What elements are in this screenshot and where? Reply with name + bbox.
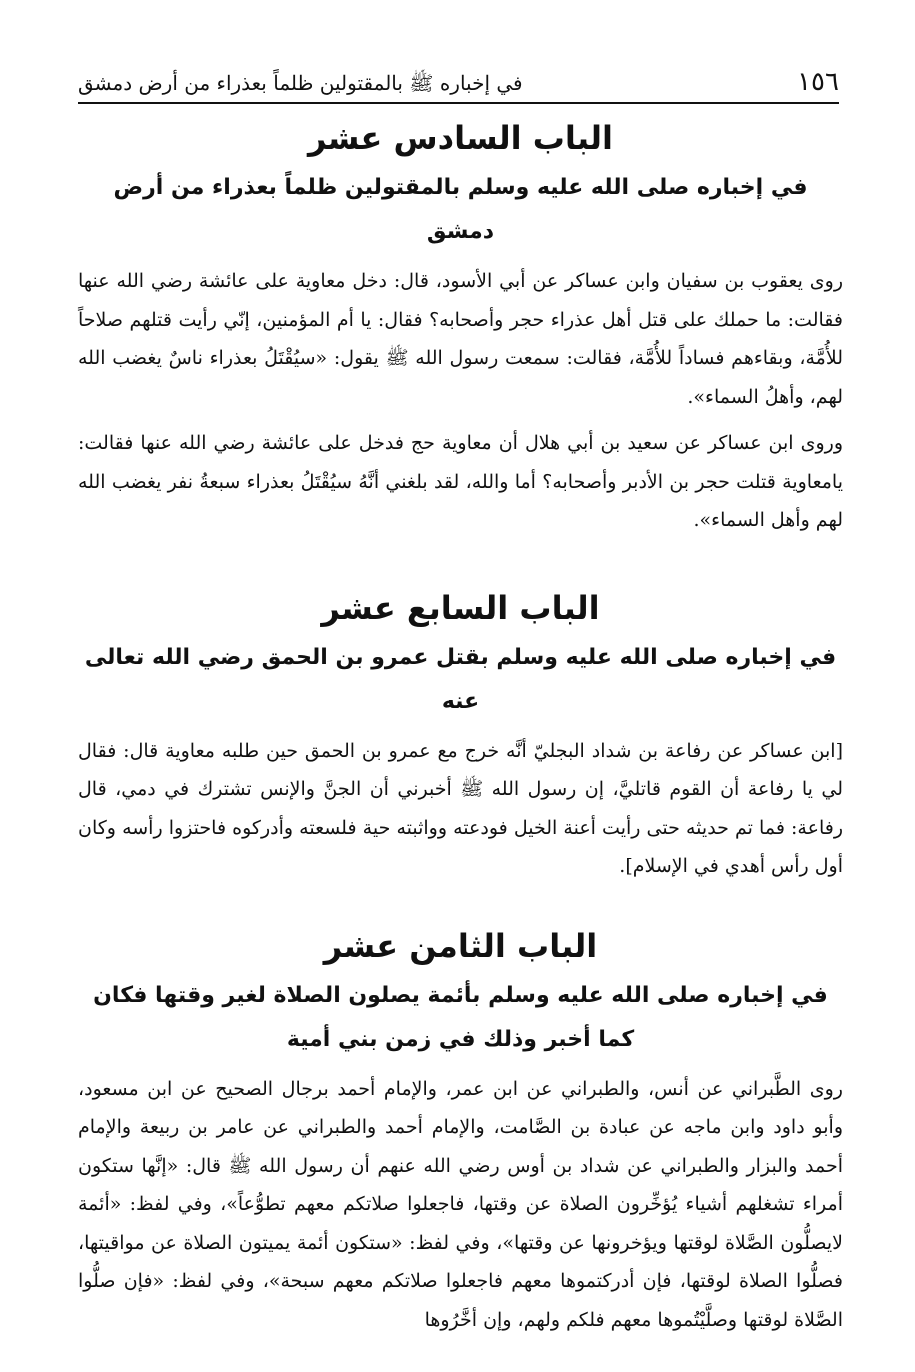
chapter-17-subtitle: في إخباره صلى الله عليه وسلم بقتل عمرو بن الحمق رضي الله تعالى عنه bbox=[84, 644, 837, 714]
chapter-18-subtitle-line-2: كما أخبر وذلك في زمن بني أمية bbox=[286, 1026, 635, 1052]
chapter-16-paragraph-1: روى يعقوب بن سفيان وابن عساكر عن أبي الأسود، قال: دخل معاوية على عائشة رضي الله عنها فقالت: ما حملك على قتل أهل عذراء حجر وأصحابه؟ فقال: يا أم المؤمنين، إنّي رأيت قتلهم صلاحاً للأُمَّة، وبقاءهم فساداً للأُمَّة، فقالت: سمعت رسول الله ﷺ يقول: «سيُقْتَلُ بعذراء ناسٌ يغضب الله لهم، وأهلُ السماء». bbox=[78, 270, 843, 408]
running-header-title: في إخباره ﷺ بالمقتولين ظلماً بعذراء من أرض دمشق bbox=[78, 71, 523, 95]
chapter-17-title: الباب السابع عشر bbox=[321, 588, 600, 627]
chapter-18-title: الباب الثامن عشر bbox=[323, 926, 598, 965]
page-content bbox=[78, 110, 843, 1339]
chapter-17-paragraph-1: [ابن عساكر عن رفاعة بن شداد البجليّ أنَّه خرج مع عمرو بن الحمق حين طلبه معاوية قال: فقال لي يا رفاعة أن القوم قاتليَّ، إن رسول الله ﷺ أخبرني أن الجنَّ والإنس تشترك في دمي، قال رفاعة: فما تم حديثه حتى رأيت أعنة الخيل فودعته وواثبته حية فلسعته وأدركوه فاحتزوا رأسه وكان أول رأس أهدي في الإسلام]. bbox=[78, 739, 843, 877]
chapter-18-paragraph-1: روى الطَّبراني عن أنس، والطبراني عن ابن عمر، والإمام أحمد برجال الصحيح عن ابن مسعود، وأبو داود وابن ماجه عن عبادة بن الصَّامت، والإمام أحمد والطبراني عن عامر بن ربيعة والإمام أحمد والبزار والطبراني عن شداد بن أوس رضي الله عنهم أن رسول الله ﷺ قال: «إنَّها ستكون أمراء تشغلهم أشياء يُؤخِّرون الصلاة عن وقتها، فاجعلوا صلاتكم معهم تطوُّعاً»، وفي لفظ: «أئمة لايصلُّون الصَّلاة لوقتها ويؤخرونها عن وقتها»، وفي لفظ: «ستكون أئمة يميتون الصلاة عن مواقيتها، فصلُّوا الصلاة لوقتها، فإن أدركتموها معهم فاجعلوا صلاتكم معهم سبحة»، وفي لفظ: «فإن صلُّوا الصَّلاة لوقتها وصلَّيْتُموها معهم فلكم ولهم، وإن أخَّرُوها bbox=[78, 1077, 843, 1331]
chapter-16-paragraph-2: وروى ابن عساكر عن سعيد بن أبي هلال أن معاوية حج فدخل على عائشة رضي الله عنها فقالت: يامعاوية قتلت حجر بن الأدبر وأصحابه؟ أما والله، لقد بلغني أنَّهُ سيُقْتَلُ بعذراء سبعةُ نفر يغضب الله لهم وأهل السماء». bbox=[78, 432, 843, 531]
chapter-16-subtitle: في إخباره صلى الله عليه وسلم بالمقتولين ظلماً بعذراء من أرض دمشق bbox=[113, 175, 808, 244]
page-number: ١٥٦ bbox=[797, 67, 839, 97]
chapter-16-title: الباب السادس عشر bbox=[308, 119, 613, 157]
chapter-18-subtitle-line-1: في إخباره صلى الله عليه وسلم بأئمة يصلون الصلاة لغير وقتها فكان bbox=[93, 982, 828, 1008]
running-header bbox=[78, 62, 839, 104]
